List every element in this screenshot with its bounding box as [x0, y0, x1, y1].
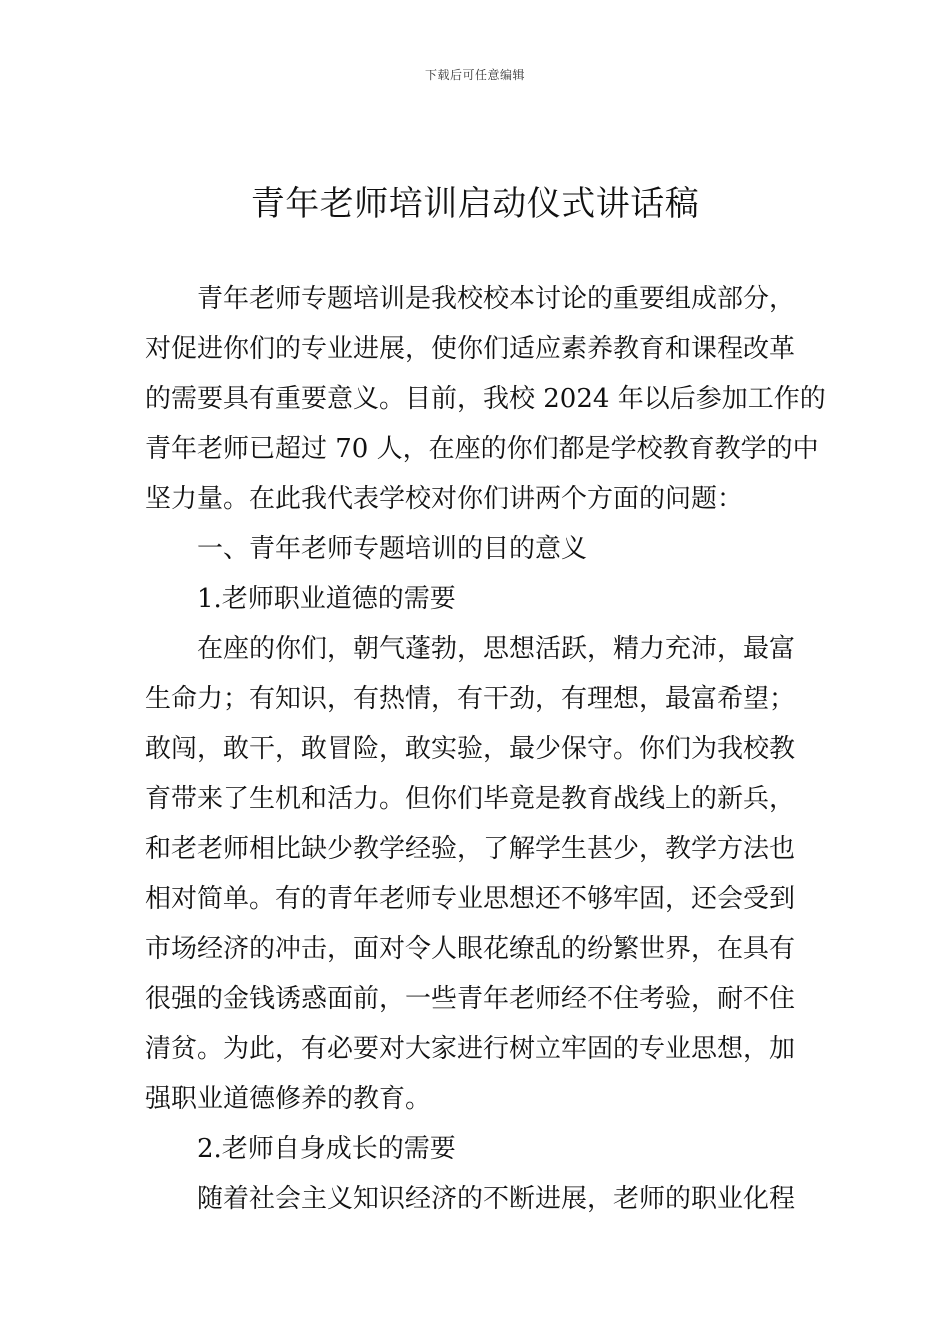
- paragraph-line: 随着社会主义知识经济的不断进展，老师的职业化程: [197, 1184, 796, 1214]
- paragraph-line: 清贫。为此，有必要对大家进行树立牢固的专业思想，加: [145, 1034, 796, 1064]
- paragraph-line: 市场经济的冲击，面对令人眼花缭乱的纷繁世界，在具有: [145, 934, 796, 964]
- paragraph-line: 在座的你们，朝气蓬勃，思想活跃，精力充沛，最富: [197, 634, 796, 664]
- paragraph-line: 很强的金钱诱惑面前，一些青年老师经不住考验，耐不住: [145, 984, 796, 1014]
- paragraph-line: 和老老师相比缺少教学经验，了解学生甚少，教学方法也: [145, 834, 796, 864]
- paragraph-line: 青年老师专题培训是我校校本讨论的重要组成部分，: [197, 284, 796, 314]
- document-body: [145, 274, 826, 1224]
- paragraph-line: 敢闯，敢干，敢冒险，敢实验，最少保守。你们为我校教: [145, 734, 796, 764]
- paragraph-line: 坚力量。在此我代表学校对你们讲两个方面的问题：: [145, 484, 744, 514]
- paragraph-line: 的需要具有重要意义。目前，我校 2024 年以后参加工作的: [145, 384, 826, 414]
- paragraph-line: 相对简单。有的青年老师专业思想还不够牢固，还会受到: [145, 884, 796, 914]
- paragraph-line: 生命力；有知识，有热情，有干劲，有理想，最富希望；: [145, 684, 796, 714]
- paragraph-line: 强职业道德修养的教育。: [145, 1084, 432, 1114]
- paragraph-line: 育带来了生机和活力。但你们毕竟是教育战线上的新兵，: [145, 784, 796, 814]
- paragraph-line: 对促进你们的专业进展，使你们适应素养教育和课程改革: [145, 334, 796, 364]
- subsection-heading: 1.老师职业道德的需要: [197, 584, 456, 614]
- paragraph-line: 青年老师已超过 70 人，在座的你们都是学校教育教学的中: [145, 434, 819, 464]
- subsection-heading: 2.老师自身成长的需要: [197, 1134, 456, 1164]
- section-heading: 一、青年老师专题培训的目的意义: [197, 534, 588, 564]
- document-title: 青年老师培训启动仪式讲话稿: [250, 184, 700, 224]
- header-note: 下载后可任意编辑: [424, 68, 525, 82]
